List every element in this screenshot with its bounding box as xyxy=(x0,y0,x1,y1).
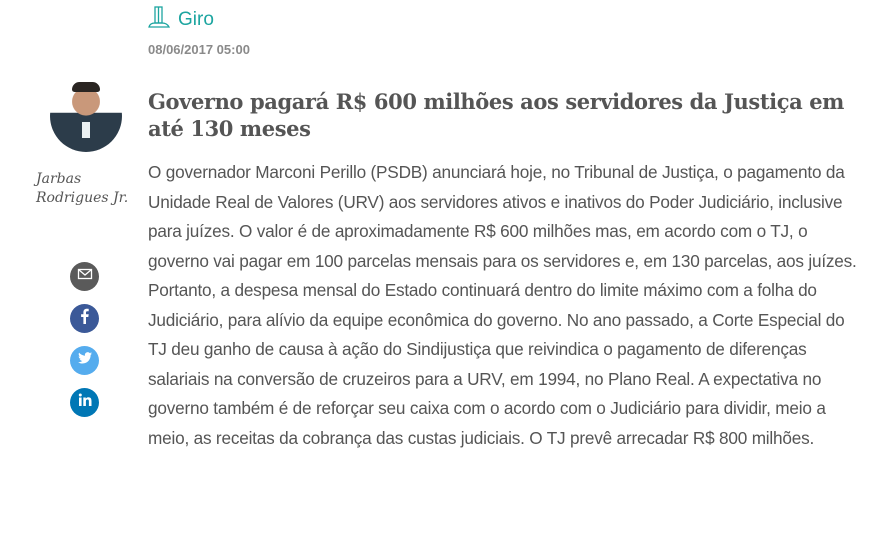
share-buttons xyxy=(70,262,99,417)
author-box xyxy=(30,80,142,208)
article-body: O governador Marconi Perillo (PSDB) anunciará hoje, no Tribunal de Justiça, o pagamento da Unidade Real de Valores (URV) aos servidores ativos e inativos do Poder Judiciário, inclusive para juízes. O valor é de aproximadamente R$ 600 milhões mas, em acordo com o TJ, o governo vai pagar em 100 parcelas mensais para os servidores e, em 130 parcelas, aos juízes. Portanto, a despesa mensal do Estado continuará dentro do limite máximo com a folha do Judiciário, para alívio da equipe econômica do governo. No ano passado, a Corte Especial do TJ deu ganho de causa à ação do Sindijustiça que reivindica o pagamento de diferenças salariais na conversão de cruzeiros para a URV, em 1994, no Plano Real. A expectativa no governo também é de reforçar seu caixa com o acordo com o Judiciário para dividir, meio a meio, as receitas da cobrança das custas judiciais. O TJ prevê arrecadar R$ 800 milhões. xyxy=(148,162,857,448)
article-date: 08/06/2017 05:00 xyxy=(148,42,250,57)
column-icon xyxy=(148,6,170,34)
share-twitter-button[interactable] xyxy=(70,346,99,375)
author-name[interactable]: Jarbas Rodrigues Jr. xyxy=(36,171,129,206)
twitter-icon xyxy=(77,350,93,371)
share-facebook-button[interactable] xyxy=(70,304,99,333)
facebook-icon xyxy=(77,308,93,329)
linkedin-icon xyxy=(77,392,93,413)
section-label: Giro xyxy=(178,9,214,30)
article-headline: Governo pagará R$ 600 milhões aos servidores da Justiça em até 130 meses xyxy=(148,89,844,141)
share-linkedin-button[interactable] xyxy=(70,388,99,417)
share-email-button[interactable] xyxy=(70,262,99,291)
section-link-giro[interactable] xyxy=(148,6,214,34)
author-avatar[interactable] xyxy=(50,80,122,152)
email-icon xyxy=(77,266,93,287)
